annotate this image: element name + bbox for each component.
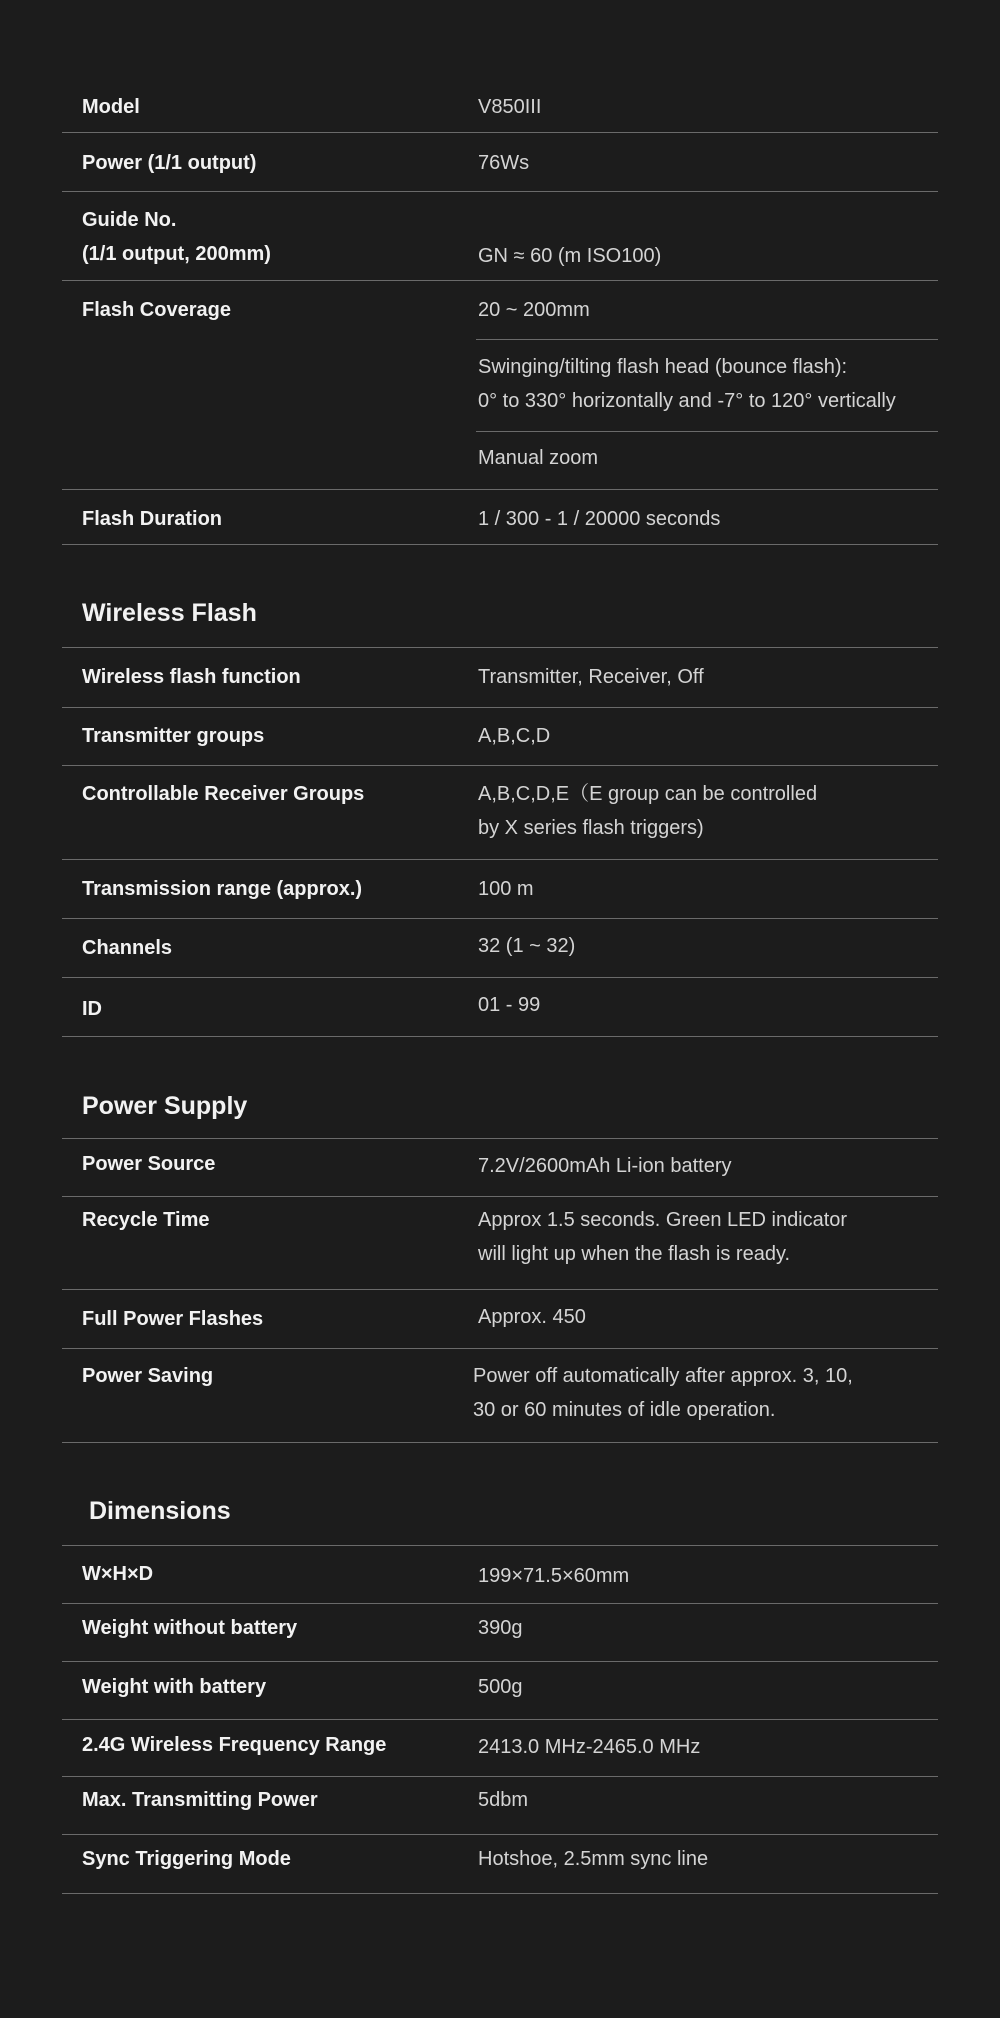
spec-row-recycle-time	[62, 1196, 938, 1290]
spec-row-power-source	[62, 1138, 938, 1197]
spec-label: Full Power Flashes	[82, 1308, 264, 1330]
spec-value: 76Ws	[478, 152, 530, 174]
spec-label: Weight without battery	[82, 1617, 298, 1639]
spec-value: 01 - 99	[478, 994, 541, 1016]
spec-row-whd	[62, 1545, 938, 1604]
spec-label: Wireless flash function	[82, 666, 301, 688]
spec-label-line: Guide No.	[82, 209, 177, 231]
spec-label: Max. Transmitting Power	[82, 1789, 318, 1811]
spec-value-line: A,B,C,D,E（E group can be controlled	[478, 783, 818, 805]
spec-value: Approx. 450	[478, 1306, 586, 1328]
spec-value: 100 m	[478, 878, 534, 900]
spec-row-model	[62, 86, 938, 133]
spec-value: 20 ~ 200mm	[478, 299, 590, 321]
spec-row-power-output	[62, 133, 938, 192]
spec-value: V850III	[478, 96, 542, 118]
spec-label: Controllable Receiver Groups	[82, 783, 365, 805]
spec-value: 500g	[478, 1676, 523, 1698]
spec-value: 7.2V/2600mAh Li-ion battery	[478, 1155, 732, 1177]
spec-row-flash-duration	[62, 490, 938, 545]
spec-row-sync-triggering-mode	[62, 1835, 938, 1894]
spec-label: Power Source	[82, 1153, 216, 1175]
section-title-dimensions: Dimensions	[89, 1497, 231, 1525]
spec-value-line: Swinging/tilting flash head (bounce flash):	[478, 356, 848, 378]
spec-value: 5dbm	[478, 1789, 529, 1811]
spec-row-wireless-function	[62, 647, 938, 708]
spec-label: Transmission range (approx.)	[82, 878, 363, 900]
spec-value: 199×71.5×60mm	[478, 1565, 630, 1587]
spec-value-line: Power off automatically after approx. 3, 10,	[473, 1365, 853, 1387]
spec-row-transmitter-groups	[62, 707, 938, 766]
spec-sheet	[62, 0, 938, 2018]
spec-label-line: (1/1 output, 200mm)	[82, 243, 271, 265]
spec-row-weight-with-battery	[62, 1662, 938, 1720]
spec-value-line: 0° to 330° horizontally and -7° to 120° vertically	[478, 390, 896, 412]
spec-value-line: by X series flash triggers)	[478, 817, 704, 839]
spec-label: Flash Duration	[82, 508, 223, 530]
spec-label: W×H×D	[82, 1563, 154, 1585]
spec-row-power-saving	[62, 1349, 938, 1443]
section-title-power-supply: Power Supply	[82, 1092, 248, 1120]
spec-row-channels	[62, 919, 938, 978]
spec-value: A,B,C,D	[478, 725, 551, 747]
spec-row-transmitting-power	[62, 1777, 938, 1835]
spec-row-guide-number	[62, 192, 938, 281]
section-title-wireless-flash: Wireless Flash	[82, 599, 257, 627]
spec-label: ID	[82, 998, 102, 1020]
spec-value: Hotshoe, 2.5mm sync line	[478, 1848, 709, 1870]
spec-row-id	[62, 978, 938, 1037]
spec-value: Transmitter, Receiver, Off	[478, 666, 704, 688]
spec-label: Flash Coverage	[82, 299, 231, 321]
spec-label: Channels	[82, 937, 173, 959]
spec-row-frequency-range	[62, 1720, 938, 1777]
spec-row-weight-without-battery	[62, 1603, 938, 1662]
spec-row-flash-coverage	[62, 281, 938, 490]
spec-label: 2.4G Wireless Frequency Range	[82, 1734, 387, 1756]
spec-value: 390g	[478, 1617, 523, 1639]
flash-coverage-bounce	[476, 340, 938, 432]
spec-value: GN ≈ 60 (m ISO100)	[478, 245, 662, 267]
spec-label: Model	[82, 96, 140, 118]
spec-value-line: will light up when the flash is ready.	[478, 1243, 791, 1265]
spec-row-full-power-flashes	[62, 1290, 938, 1349]
spec-label: Transmitter groups	[82, 725, 265, 747]
spec-value: 1 / 300 - 1 / 20000 seconds	[478, 508, 721, 530]
spec-value: Manual zoom	[478, 447, 599, 469]
spec-value-line: Approx 1.5 seconds. Green LED indicator	[478, 1209, 848, 1231]
spec-label: Weight with battery	[82, 1676, 267, 1698]
spec-label: Sync Triggering Mode	[82, 1848, 291, 1870]
spec-value: 2413.0 MHz-2465.0 MHz	[478, 1736, 701, 1758]
spec-label: Recycle Time	[82, 1209, 210, 1231]
spec-row-receiver-groups	[62, 766, 938, 860]
spec-label: Power Saving	[82, 1365, 214, 1387]
spec-row-transmission-range	[62, 860, 938, 919]
flash-coverage-zoom-range	[476, 281, 938, 340]
spec-value: 32 (1 ~ 32)	[478, 935, 576, 957]
spec-label: Power (1/1 output)	[82, 152, 257, 174]
spec-value-line: 30 or 60 minutes of idle operation.	[473, 1399, 776, 1421]
